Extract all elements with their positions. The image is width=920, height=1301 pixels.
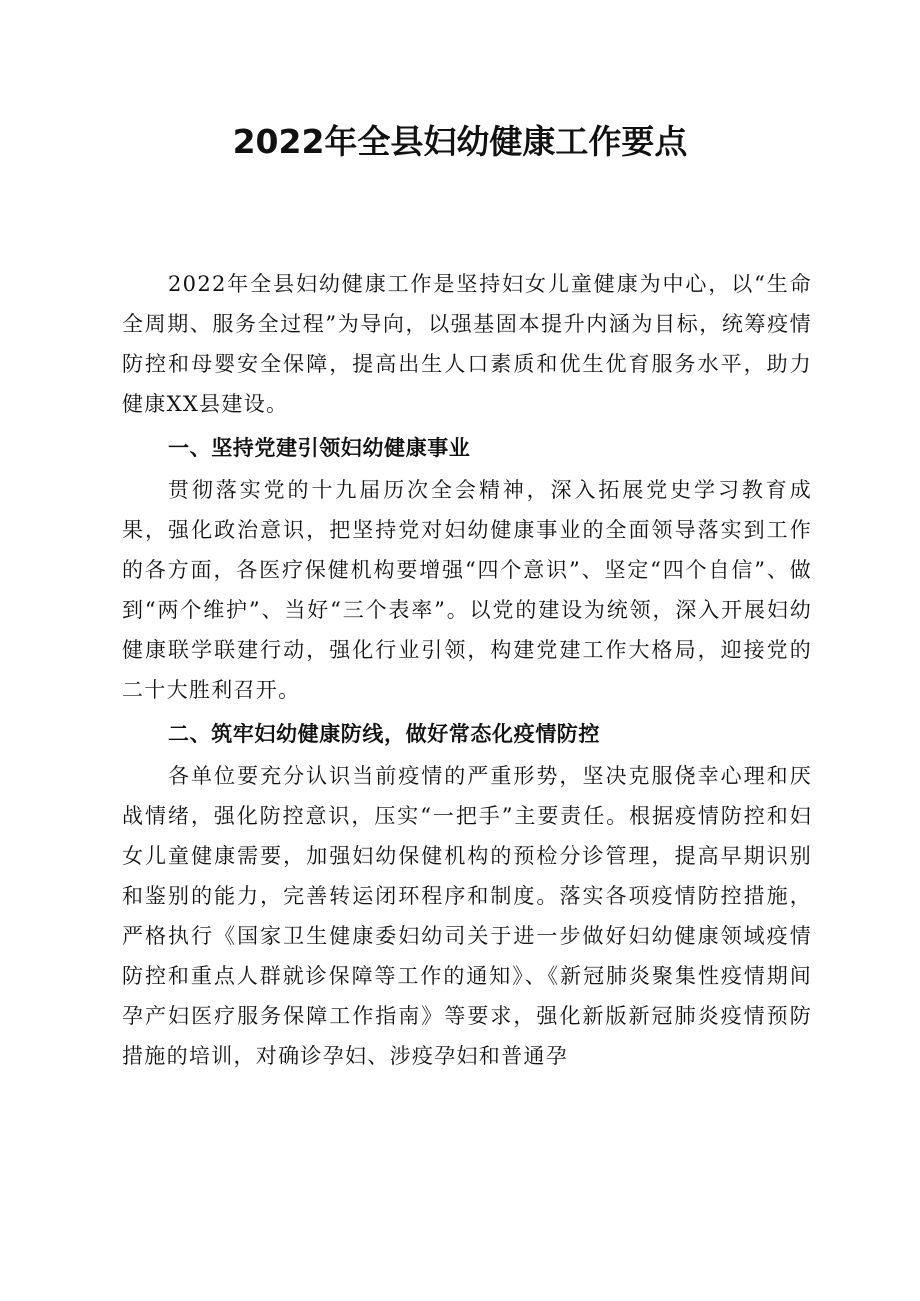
section-heading-2: 二、筑牢妇幼健康防线，做好常态化疫情防控: [168, 722, 600, 746]
section-body-1: 贯彻落实党的十九届历次全会精神，深入拓展党史学习教育成果，强化政治意识，把坚持党对妇幼健康事业的全面领导落实到工作的各方面，各医疗保健机构要增强“四个意识”、坚定“四个自信”、做到“两个维护”、当好“三个表率”。以党的建设为统领，深入开展妇幼健康联学联建行动，强化行业引领，构建党建工作大格局，迎接党的二十大胜利召开。: [122, 478, 812, 702]
section-body-2: 各单位要充分认识当前疫情的严重形势，坚决克服侥幸心理和厌战情绪，强化防控意识，压实“一把手”主要责任。根据疫情防控和妇女儿童健康需要，加强妇幼保健机构的预检分诊管理，提高早期识别和鉴别的能力，完善转运闭环程序和制度。落实各项疫情防控措施，严格执行《国家卫生健康委妇幼司关于进一步做好妇幼健康领域疫情防控和重点人群就诊保障等工作的通知》、《新冠肺炎聚集性疫情期间孕产妇医疗服务保障工作指南》等要求，强化新版新冠肺炎疫情预防措施的培训，对确诊孕妇、涉疫孕妇和普通孕: [122, 764, 812, 1068]
document-body: [122, 264, 812, 1076]
section-heading-1: 一、坚持党建引领妇幼健康事业: [168, 436, 471, 460]
intro-paragraph: 2022年全县妇幼健康工作是坚持妇女儿童健康为中心，以“生命全周期、服务全过程”为导向，以强基固本提升内涵为目标，统筹疫情防控和母婴安全保障，提高出生人口素质和优生优育服务水平，助力健康XX县建设。: [122, 272, 812, 416]
document-title: 2022年全县妇幼健康工作要点: [232, 122, 688, 161]
